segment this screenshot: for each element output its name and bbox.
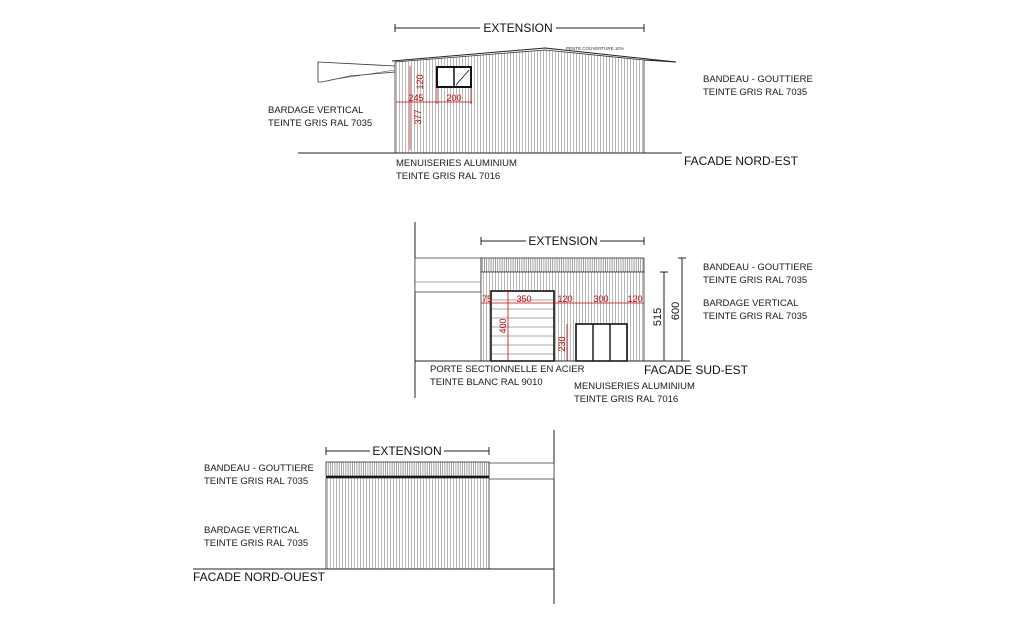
dim-515: 515 bbox=[652, 307, 664, 327]
extension-label-no: EXTENSION bbox=[372, 444, 442, 458]
dim-75: 75 bbox=[481, 294, 493, 304]
menuiseries-label-2: TEINTE GRIS RAL 7016 bbox=[396, 171, 501, 182]
bandeau-label-se-1: BANDEAU - GOUTTIERE bbox=[703, 262, 813, 273]
slope-note: PENTE COUVERTURE 10% bbox=[566, 46, 624, 51]
porte-label-2: TEINTE BLANC RAL 9010 bbox=[430, 377, 543, 388]
dim-200: 200 bbox=[446, 93, 462, 103]
bandeau-label-no-1: BANDEAU - GOUTTIERE bbox=[204, 463, 314, 474]
facade-title-se: FACADE SUD-EST bbox=[644, 363, 749, 377]
dim-120b-se: 120 bbox=[627, 294, 643, 304]
bandeau-label-1: BANDEAU - GOUTTIERE bbox=[703, 74, 813, 85]
porte-label-1: PORTE SECTIONNELLE EN ACIER bbox=[430, 364, 585, 375]
bardage-label-no-2: TEINTE GRIS RAL 7035 bbox=[204, 538, 309, 549]
extension-label: EXTENSION bbox=[483, 21, 553, 35]
dim-230: 230 bbox=[557, 336, 567, 352]
dim-400: 400 bbox=[498, 318, 508, 334]
glazed-doors bbox=[576, 324, 627, 361]
bardage-label-2: TEINTE GRIS RAL 7035 bbox=[268, 118, 373, 129]
dim-300: 300 bbox=[593, 294, 609, 304]
bardage-label-se-2: TEINTE GRIS RAL 7035 bbox=[703, 311, 808, 322]
wall-no bbox=[326, 478, 489, 569]
bandeau-label-no-2: TEINTE GRIS RAL 7035 bbox=[204, 476, 309, 487]
bandeau-label-2: TEINTE GRIS RAL 7035 bbox=[703, 87, 808, 98]
extension-label-se: EXTENSION bbox=[528, 234, 598, 248]
menuiseries-label-se-1: MENUISERIES ALUMINIUM bbox=[574, 381, 695, 392]
bandeau-label-se-2: TEINTE GRIS RAL 7035 bbox=[703, 275, 808, 286]
dim-120-se: 120 bbox=[557, 294, 573, 304]
dim-600: 600 bbox=[670, 301, 682, 321]
wall-ne bbox=[395, 50, 644, 153]
bardage-label-se-1: BARDAGE VERTICAL bbox=[703, 298, 799, 309]
bandeau-se bbox=[481, 258, 644, 272]
dim-120: 120 bbox=[415, 74, 425, 90]
dim-350: 350 bbox=[516, 294, 532, 304]
facade-sud-est bbox=[415, 222, 813, 405]
menuiseries-label-se-2: TEINTE GRIS RAL 7016 bbox=[574, 394, 679, 405]
menuiseries-label-1: MENUISERIES ALUMINIUM bbox=[396, 158, 517, 169]
existing-building-se bbox=[415, 258, 481, 292]
facade-nord-ouest bbox=[193, 430, 554, 604]
dim-377: 377 bbox=[413, 109, 423, 125]
bardage-label-no-1: BARDAGE VERTICAL bbox=[204, 525, 300, 536]
facade-nord-est bbox=[268, 21, 813, 182]
bandeau-no bbox=[326, 462, 489, 476]
bardage-label-1: BARDAGE VERTICAL bbox=[268, 105, 364, 116]
facade-title-no: FACADE NORD-OUEST bbox=[193, 570, 326, 584]
existing-building-no bbox=[489, 463, 554, 479]
dim-245: 245 bbox=[408, 93, 424, 103]
facade-title-ne: FACADE NORD-EST bbox=[684, 154, 799, 168]
